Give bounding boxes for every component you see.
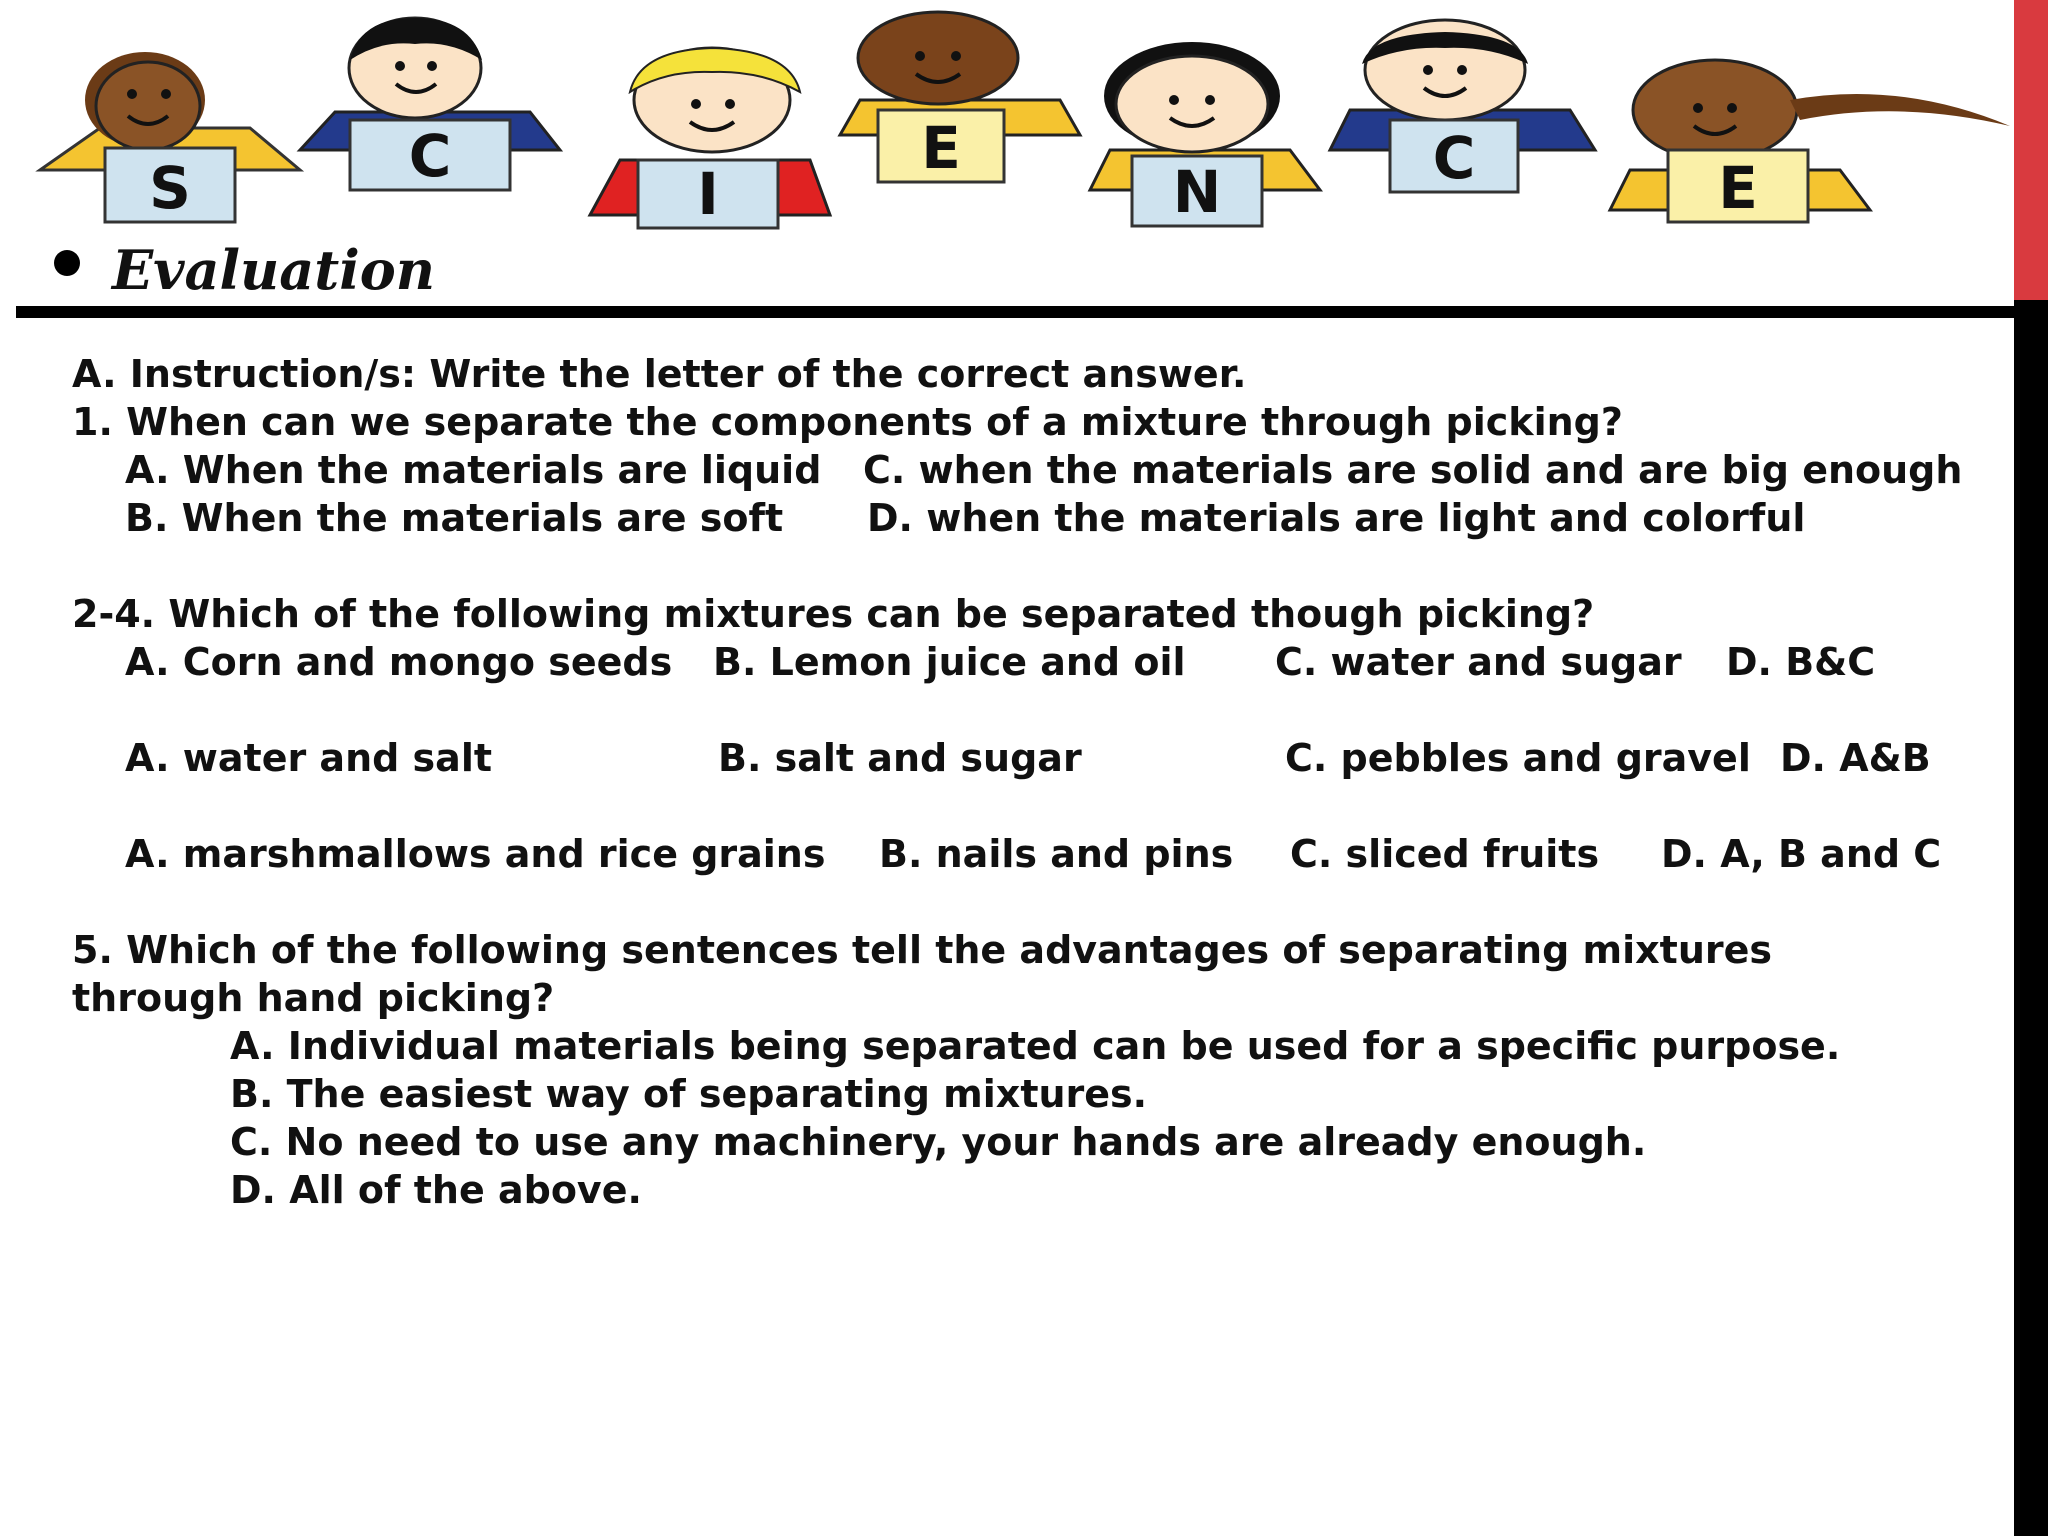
q4-option-b: B. nails and pins: [879, 832, 1234, 876]
banner-letter-c: C: [408, 122, 452, 190]
q1-option-d: D. when the materials are light and colorful: [867, 496, 1806, 540]
q3-option-row: [72, 734, 2002, 782]
accent-bar-black: [2014, 300, 2048, 1536]
q3-option-c: C. pebbles and gravel: [1285, 736, 1751, 780]
instruction-text: A. Instruction/s: Write the letter of the correct answer.: [72, 352, 1247, 396]
q2-option-b: B. Lemon juice and oil: [713, 640, 1186, 684]
q4-option-c: C. sliced fruits: [1290, 832, 1600, 876]
q2-option-row: [72, 638, 2002, 686]
evaluation-content: [72, 350, 2002, 1214]
bullet-icon: [54, 250, 80, 276]
question-2-4: 2-4. Which of the following mixtures can be separated though picking?: [72, 592, 1595, 636]
kid-e2-illustration: [1610, 60, 2010, 222]
accent-bar-red: [2014, 0, 2048, 300]
question-5-line-1: 5. Which of the following sentences tell the advantages of separating mixtures: [72, 928, 1772, 972]
q2-option-c: C. water and sugar: [1275, 640, 1682, 684]
question-1: 1. When can we separate the components of a mixture through picking?: [72, 400, 1623, 444]
q5-option-c: C. No need to use any machinery, your hands are already enough.: [230, 1120, 1647, 1164]
q5-option-a: A. Individual materials being separated can be used for a specific purpose.: [230, 1024, 1841, 1068]
banner-letter-e2: E: [1718, 154, 1758, 222]
q1-option-b: B. When the materials are soft: [125, 496, 784, 540]
banner-letter-i: I: [697, 160, 719, 228]
q2-option-d: D. B&C: [1726, 640, 1876, 684]
science-kids-banner: [0, 0, 2014, 232]
banner-letter-s: S: [149, 154, 191, 222]
q3-option-b: B. salt and sugar: [718, 736, 1082, 780]
q1-option-row-2: [72, 494, 2002, 542]
question-5-line-2: through hand picking?: [72, 976, 555, 1020]
q1-option-c: C. when the materials are solid and are big enough: [863, 448, 1963, 492]
slide-title: Evaluation: [112, 238, 436, 302]
q1-option-a: A. When the materials are liquid: [125, 448, 822, 492]
banner-letter-e: E: [921, 114, 961, 182]
q2-option-a: A. Corn and mongo seeds: [125, 640, 673, 684]
q3-option-a: A. water and salt: [125, 736, 493, 780]
q1-option-row-1: [72, 446, 2002, 494]
banner-letter-c2: C: [1432, 124, 1476, 192]
title-divider: [16, 306, 2016, 318]
q3-option-d: D. A&B: [1780, 736, 1931, 780]
q4-option-a: A. marshmallows and rice grains: [125, 832, 826, 876]
q4-option-d: D. A, B and C: [1661, 832, 1942, 876]
q5-option-d: D. All of the above.: [230, 1168, 642, 1212]
q5-option-b: B. The easiest way of separating mixtures.: [230, 1072, 1148, 1116]
banner-letter-n: N: [1172, 158, 1222, 226]
q4-option-row: [72, 830, 2002, 878]
